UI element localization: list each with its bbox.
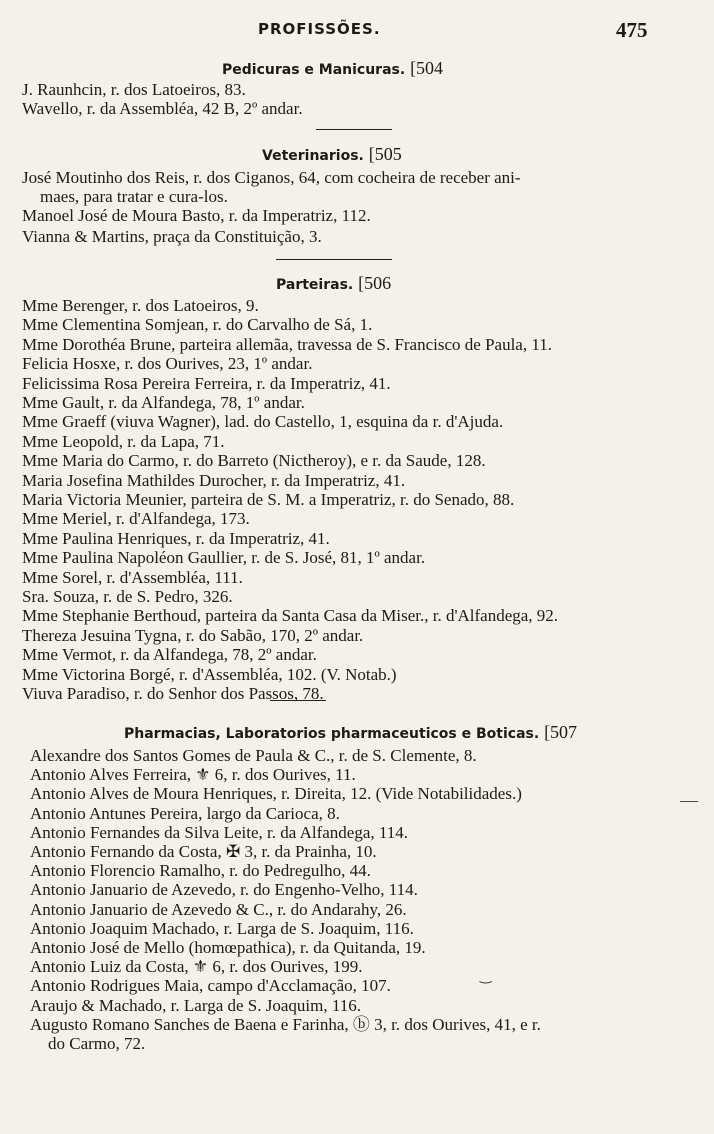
list-item: Thereza Jesuina Tygna, r. do Sabão, 170, 2º andar. bbox=[22, 625, 364, 645]
list-item-continuation: maes, para tratar e cura-los. bbox=[40, 187, 228, 206]
list-item: Antonio Fernandes da Silva Leite, r. da Alfandega, 114. bbox=[30, 822, 409, 842]
list-item: Antonio Luiz da Costa, ⚜ 6, r. dos Ourives, 199. bbox=[30, 957, 363, 977]
list-item: Mme Clementina Somjean, r. do Carvalho de Sá, 1. bbox=[22, 315, 373, 335]
list-item: Felicia Hosxe, r. dos Ourives, 23, 1º andar. bbox=[22, 354, 313, 374]
list-item: Mme Paulina Napoléon Gaullier, r. de S. José, 81, 1º andar. bbox=[22, 548, 426, 568]
list-item: Antonio Florencio Ramalho, r. do Pedregulho, 44. bbox=[30, 861, 371, 881]
list-item: Viuva Paradiso, r. do Senhor dos Passos, 78. bbox=[22, 684, 324, 703]
section-title: Pedicuras e Manicuras. [504 bbox=[222, 58, 444, 78]
page-number: 475 bbox=[616, 18, 648, 42]
list-item: Araujo & Machado, r. Larga de S. Joaquim, 116. bbox=[30, 995, 361, 1015]
list-item: Wavello, r. da Assembléa, 42 B, 2º andar. bbox=[22, 99, 303, 118]
list-item: Mme Vermot, r. da Alfandega, 78, 2º andar. bbox=[22, 645, 317, 665]
list-item: Felicissima Rosa Pereira Ferreira, r. da Imperatriz, 41. bbox=[22, 373, 391, 393]
list-item: Mme Graeff (viuva Wagner), lad. do Castello, 1, esquina da r. d'Ajuda. bbox=[22, 412, 504, 432]
list-item: Sra. Souza, r. de S. Pedro, 326. bbox=[22, 587, 233, 606]
section-title: Pharmacias, Laboratorios pharmaceuticos e Boticas. [507 bbox=[124, 722, 578, 742]
margin-mark: ‿ bbox=[480, 969, 492, 984]
list-item-continuation: do Carmo, 72. bbox=[48, 1034, 146, 1053]
list-item: Maria Victoria Meunier, parteira de S. M. a Imperatriz, r. do Senado, 88. bbox=[22, 490, 515, 509]
list-item: Antonio Alves Ferreira, ⚜ 6, r. dos Ourives, 11. bbox=[30, 765, 356, 785]
list-item: Antonio Alves de Moura Henriques, r. Direita, 12. (Vide Notabilidades.) bbox=[30, 784, 522, 804]
section-divider bbox=[276, 259, 392, 260]
list-item: Antonio Fernando da Costa, ✠ 3, r. da Prainha, 10. bbox=[30, 842, 377, 861]
list-item: Manoel José de Moura Basto, r. da Imperatriz, 112. bbox=[22, 206, 371, 225]
list-item: Mme Sorel, r. d'Assembléa, 111. bbox=[22, 567, 243, 587]
list-item: Antonio Januario de Azevedo, r. do Engenho-Velho, 114. bbox=[30, 880, 418, 900]
list-item: Antonio José de Mello (homœpathica), r. da Quitanda, 19. bbox=[30, 938, 426, 957]
list-item: Maria Josefina Mathildes Durocher, r. da Imperatriz, 41. bbox=[22, 470, 406, 490]
list-item: Mme Maria do Carmo, r. do Barreto (Nictheroy), e r. da Saude, 128. bbox=[22, 451, 486, 471]
margin-mark: — bbox=[680, 790, 698, 810]
list-item: Mme Meriel, r. d'Alfandega, 173. bbox=[22, 509, 250, 529]
list-item: Augusto Romano Sanches de Baena e Farinha, ⓑ 3, r. dos Ourives, 41, e r. bbox=[30, 1014, 541, 1034]
running-title: PROFISSÕES. bbox=[258, 20, 381, 38]
list-item: Antonio Joaquim Machado, r. Larga de S. Joaquim, 116. bbox=[30, 918, 414, 938]
section-divider bbox=[270, 700, 326, 701]
list-item: Mme Stephanie Berthoud, parteira da Santa Casa da Miser., r. d'Alfandega, 92. bbox=[22, 606, 559, 626]
list-item: Mme Leopold, r. da Lapa, 71. bbox=[22, 431, 225, 451]
list-item: Mme Victorina Borgé, r. d'Assembléa, 102. (V. Notab.) bbox=[22, 664, 397, 684]
section-divider bbox=[316, 129, 392, 130]
list-item: Antonio Antunes Pereira, largo da Carioca, 8. bbox=[30, 803, 340, 823]
list-item: Antonio Rodrigues Maia, campo d'Acclamação, 107. bbox=[30, 976, 391, 996]
list-item: Alexandre dos Santos Gomes de Paula & C., r. de S. Clemente, 8. bbox=[30, 746, 477, 765]
list-item: Antonio Januario de Azevedo & C., r. do Andarahy, 26. bbox=[30, 899, 407, 919]
list-item: Mme Gault, r. da Alfandega, 78, 1º andar. bbox=[22, 393, 305, 412]
list-item: Vianna & Martins, praça da Constituição, 3. bbox=[22, 227, 322, 246]
list-item: Mme Berenger, r. dos Latoeiros, 9. bbox=[22, 296, 259, 315]
section-title: Veterinarios. [505 bbox=[262, 144, 402, 164]
list-item: Mme Paulina Henriques, r. da Imperatriz, 41. bbox=[22, 528, 330, 548]
list-item: José Moutinho dos Reis, r. dos Ciganos, 64, com cocheira de receber ani- bbox=[22, 168, 521, 187]
list-item: J. Raunhcin, r. dos Latoeiros, 83. bbox=[22, 80, 246, 99]
list-item: Mme Dorothéa Brune, parteira allemãa, travessa de S. Francisco de Paula, 11. bbox=[22, 334, 552, 354]
section-title: Parteiras. [506 bbox=[276, 273, 392, 293]
page-header bbox=[0, 18, 714, 42]
